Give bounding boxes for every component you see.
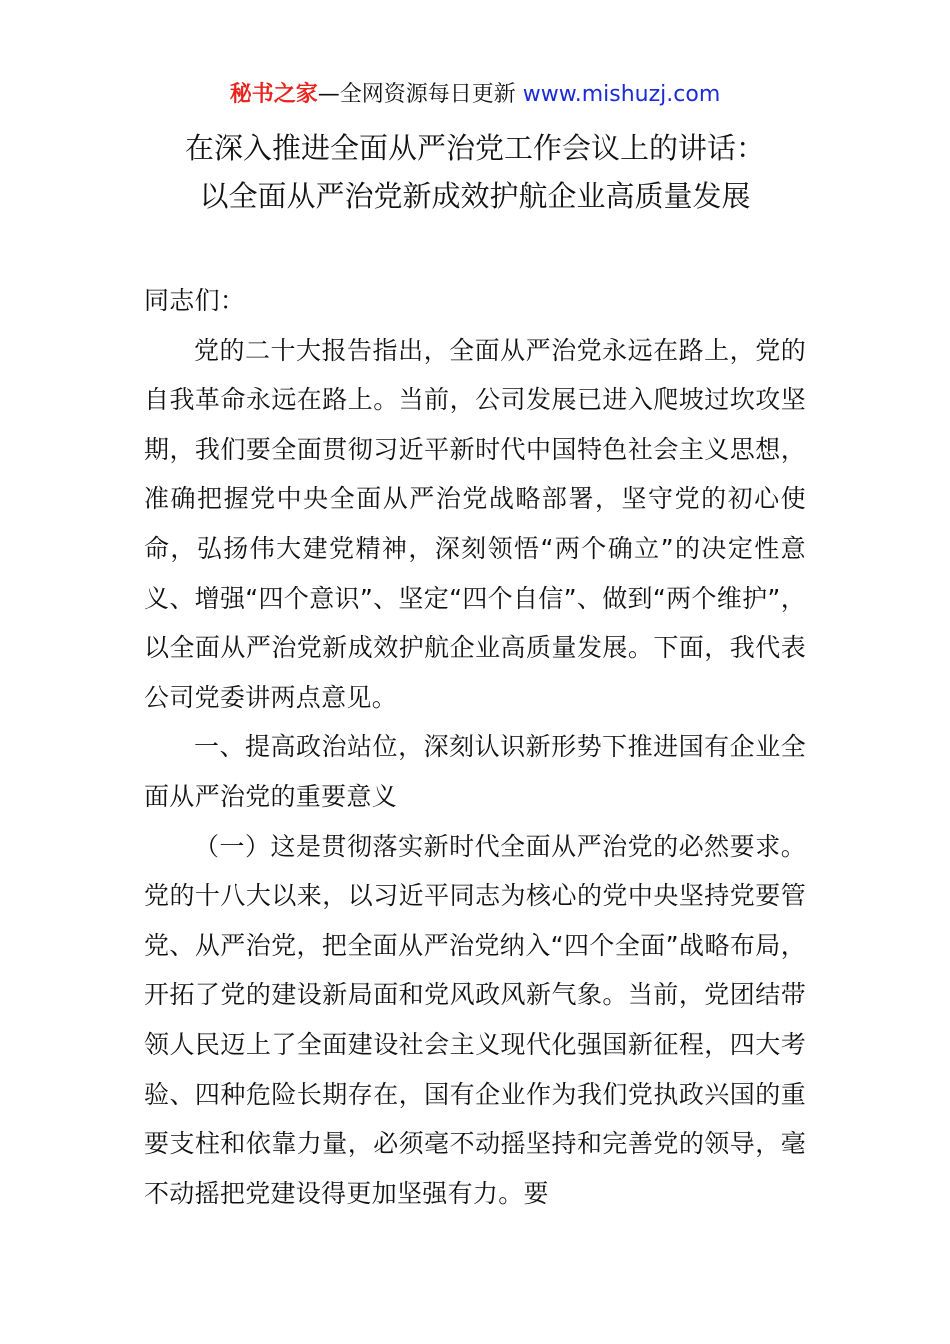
- site-slogan: —全网资源每日更新: [317, 82, 523, 107]
- document-title-line-2: 以全面从严治党新成效护航企业高质量发展: [199, 179, 751, 213]
- paragraph-intro: 党的二十大报告指出，全面从严治党永远在路上，党的自我革命永远在路上。当前，公司发展已进入爬坡过坎攻坚期，我们要全面贯彻习近平新时代中国特色社会主义思想，准确把握党中央全面从严治党战略部署，坚守党的初心使命，弘扬伟大建党精神，深刻领悟“两个确立”的决定性意义、增强“四个意识”、坚定“四个自信”、做到“两个维护”，以全面从严治党新成效护航企业高质量发展。下面，我代表公司党委讲两点意见。: [144, 335, 806, 712]
- greeting: 同志们：: [144, 286, 246, 315]
- section-heading-1: 一、提高政治站位，深刻认识新形势下推进国有企业全面从严治党的重要意义: [144, 732, 806, 811]
- site-url-link[interactable]: www.mishuzj.com: [522, 82, 721, 107]
- document-body: [144, 276, 806, 1218]
- site-header: [0, 80, 950, 110]
- paragraph-section-1-1: （一）这是贯彻落实新时代全面从严治党的必然要求。党的十八大以来，以习近平同志为核心的党中央坚持党要管党、从严治党，把全面从严治党纳入“四个全面”战略布局，开拓了党的建设新局面和党风政风新气象。当前，党团结带领人民迈上了全面建设社会主义现代化强国新征程，四大考验、四种危险长期存在，国有企业作为我们党执政兴国的重要支柱和依靠力量，必须毫不动摇坚持和完善党的领导，毫不动摇把党建设得更加坚强有力。要: [144, 831, 806, 1208]
- site-brand: 秘书之家: [229, 82, 318, 107]
- document-title-line-1: 在深入推进全面从严治党工作会议上的讲话：: [184, 131, 765, 165]
